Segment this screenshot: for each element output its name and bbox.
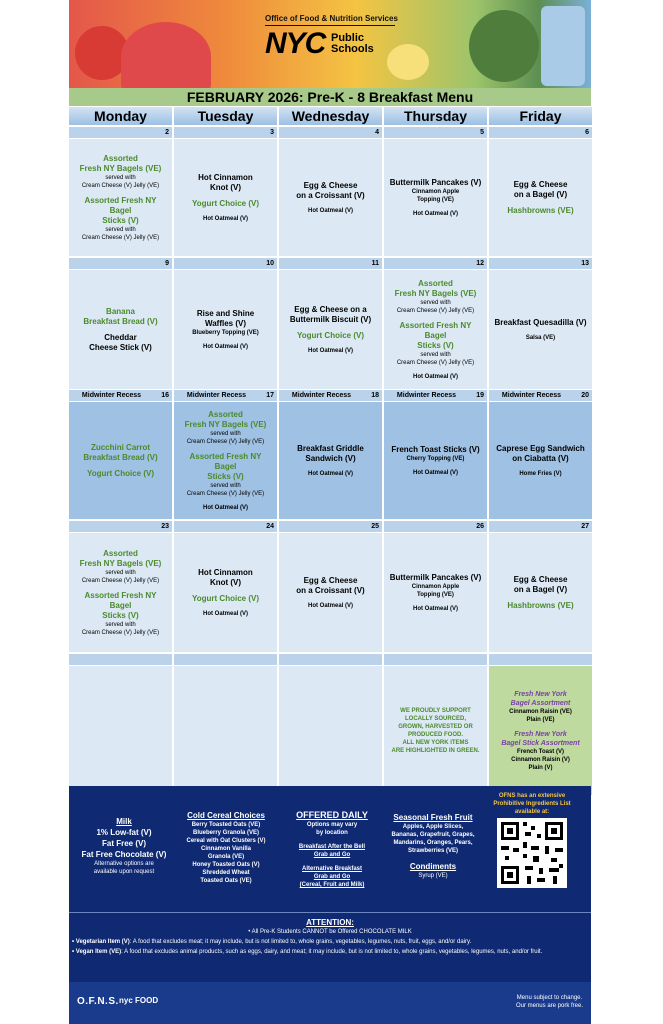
menu-item-line: Cream Cheese (V) Jelly (VE) [81,629,160,636]
milk-carton-image [541,6,585,86]
date-number: 19 [476,392,484,399]
menu-item-line: French Toast (V) [517,748,564,755]
menu-item-line: Cherry Topping (VE) [406,455,465,462]
cereal-item: Blueberry Granola (VE) [192,830,260,836]
menu-item-line: Cream Cheese (V) Jelly (VE) [396,359,475,366]
menu-item-line: Hashbrowns (VE) [507,600,574,610]
menu-item-line: served with [420,299,451,306]
day-header: Thursday [384,107,487,125]
menu-item-line: Fresh NY Bagels (VE) [184,419,267,429]
cereal-item: Granola (VE) [207,854,245,860]
menu-cell [69,533,172,652]
menu-item-line: Egg & Cheese [303,575,358,585]
date-row [384,521,487,532]
menu-item-line: Bagel Stick Assortment [501,739,580,747]
condiments-item: Syrup (VE) [418,873,448,879]
menu-item-line: on a Bagel (V) [513,189,568,199]
menu-item-line: Salsa (VE) [525,334,556,341]
menu-item-line: Yogurt Choice (V) [192,198,259,208]
menu-item-line: Egg & Cheese [513,179,568,189]
menu-cell [174,533,277,652]
menu-item-line: Waffles (V) [204,318,247,328]
milk-item: 1% Low-fat (V) [96,828,152,837]
menu-item-line: Buttermilk Biscuit (V) [289,314,372,324]
menu-item-line: Egg & Cheese [513,574,568,584]
cereal-item: Cereal with Oat Clusters (V) [186,838,266,844]
date-number: 2 [165,129,169,136]
menu-item-line: Cream Cheese (V) Jelly (VE) [81,577,160,584]
menu-item-line: Banana [106,306,135,316]
menu-item-line: served with [105,226,136,233]
menu-cell [174,402,277,519]
date-row [384,258,487,269]
menu-cell [384,666,487,795]
date-number: 10 [266,260,274,267]
menu-item-line: on a Croissant (V) [296,585,365,595]
alternative-breakfast-sub: Grab and Go [313,874,351,880]
recess-label: Midwinter Recess [81,392,142,399]
menu-item-line: Cheddar [104,332,137,342]
milk-item: Fat Free (V) [101,839,146,848]
menu-cell [174,139,277,256]
menu-item-line: Plain (V) [528,764,553,771]
menu-item-line: Egg & Cheese [303,180,358,190]
menu-cell [384,533,487,652]
header-banner [69,0,591,88]
menu-item-line: Cream Cheese (V) Jelly (VE) [186,438,265,445]
menu-item-line: WE PROUDLY SUPPORT [400,707,471,714]
alternative-breakfast: Alternative Breakfast [301,866,363,872]
recess-label: Midwinter Recess [186,392,247,399]
bottom-bar [69,982,591,1024]
menu-cell [384,402,487,519]
date-row [384,390,487,401]
menu-cell [279,270,382,389]
menu-item-line: Breakfast Griddle [297,443,364,453]
date-row [174,654,277,665]
menu-item-line: Hot Oatmeal (V) [202,215,248,222]
menu-item-line: Assorted [208,409,243,419]
menu-item-line: Sticks (V) [207,471,244,481]
ofns-logo: O.F.N.S. [77,996,119,1007]
date-number: 18 [371,392,379,399]
menu-item-line: Fresh New York [514,690,567,698]
cereal-title: Cold Cereal Choices [187,811,265,820]
menu-item-line: Egg & Cheese on a [294,304,367,314]
public-schools-logo-text: Public Schools [331,32,374,55]
vegetarian-label: • Vegetarian Item (V) [72,939,130,945]
menu-item-line: PRODUCED FOOD. [407,731,463,738]
date-row [489,390,592,401]
menu-item-line: ALL NEW YORK ITEMS [402,739,469,746]
date-row [174,521,277,532]
date-row [384,654,487,665]
menu-item-line: Assorted [103,548,138,558]
menu-item-line: GROWN, HARVESTED OR [398,723,473,730]
menu-item-line: served with [420,351,451,358]
milk-note: available upon request [93,869,155,875]
menu-item-line: Hot Oatmeal (V) [412,605,458,612]
date-row [489,654,592,665]
fruit-column [385,812,481,880]
date-row [69,521,172,532]
vegan-label: • Vegan Item (VE) [72,949,122,955]
menu-cell [279,402,382,519]
menu-item-line: Hot Oatmeal (V) [412,373,458,380]
menu-item-line: Buttermilk Pancakes (V) [389,177,482,187]
menu-item-line: Hot Oatmeal (V) [307,207,353,214]
menu-item-line: Bagel Assortment [510,699,571,707]
menu-item-line: Buttermilk Pancakes (V) [389,572,482,582]
menu-item-line: Hot Oatmeal (V) [307,602,353,609]
recess-label: Midwinter Recess [501,392,562,399]
menu-item-line: Breakfast Bread (V) [83,316,158,326]
date-row [69,258,172,269]
menu-item-line: Knot (V) [209,577,242,587]
date-row [489,521,592,532]
date-row [279,258,382,269]
menu-item-line: Breakfast Quesadilla (V) [494,317,587,327]
menu-item-line: served with [105,174,136,181]
menu-item-line: Blueberry Topping (VE) [192,329,259,336]
condiments-title: Condiments [409,862,457,871]
date-row [69,390,172,401]
menu-item-line: Hot Cinnamon [198,172,253,182]
office-name: Office of Food & Nutrition Services [265,14,398,23]
vegan-text: : A food that excludes animal products, such as eggs, dairy, and meat; it may include, but is not limited to, whole grains, vegetables, legumes, nuts, and/or fruit. [121,949,543,955]
disclaimer-line: Our menus are pork free. [515,1003,583,1009]
menu-item-line: Cinnamon Raisin (VE) [509,708,572,715]
date-number: 16 [161,392,169,399]
menu-cell [69,666,172,795]
date-row [69,127,172,138]
menu-item-line: on a Bagel (V) [513,584,568,594]
menu-item-line: Topping (VE) [417,196,454,203]
menu-cell [384,270,487,389]
date-number: 27 [581,523,589,530]
menu-item-line: Cream Cheese (V) Jelly (VE) [81,234,160,241]
menu-item-line: Knot (V) [209,182,242,192]
menu-item-line: Hot Oatmeal (V) [307,347,353,354]
menu-cell [174,270,277,389]
office-rule [265,25,395,26]
day-header: Monday [69,107,172,125]
qr-code-icon[interactable] [497,818,567,888]
menu-cell [174,666,277,795]
menu-item-line: Hot Oatmeal (V) [412,210,458,217]
menu-item-line: Cream Cheese (V) Jelly (VE) [396,307,475,314]
menu-item-line: Sticks (V) [102,215,139,225]
date-number: 17 [266,392,274,399]
menu-cell [489,402,592,519]
date-row [279,390,382,401]
menu-disclaimer [516,994,583,1010]
qr-note-line: available at: [514,809,550,815]
nyc-logo: NYC [265,27,326,60]
menu-item-line: Caprese Egg Sandwich [496,443,585,453]
breakfast-after-bell: Breakfast After the Bell [298,844,366,850]
menu-item-line: Assorted Fresh NY Bagel [84,590,157,610]
menu-item-line: Cinnamon Apple [411,583,460,590]
attention-title: ATTENTION: [306,918,354,927]
cereal-column [175,810,277,885]
menu-item-line: Assorted [418,278,453,288]
date-number: 12 [476,260,484,267]
date-row [174,390,277,401]
menu-cell [489,270,592,389]
menu-item-line: Topping (VE) [417,591,454,598]
menu-item-line: Assorted [103,153,138,163]
date-row [279,654,382,665]
cereal-item: Toasted Oats (VE) [200,878,252,884]
attention-panel [69,912,591,982]
menu-item-line: Breakfast Bread (V) [83,452,158,462]
cereal-item: Berry Toasted Oats (VE) [191,822,261,828]
date-row [69,654,172,665]
menu-item-line: Sandwich (V) [305,453,356,463]
menu-item-line: Fresh NY Bagels (VE) [79,163,162,173]
date-row [174,258,277,269]
date-number: 6 [585,129,589,136]
vegetarian-definition [69,937,591,947]
fruit-item: Apples, Apple Slices, [402,824,464,830]
date-number: 3 [270,129,274,136]
vegetarian-text: : A food that excludes meat; it may include, but is not limited to, whole grains, vegetables, legumes, nuts, fruit, eggs, and/or dairy. [129,939,472,945]
menu-item-line: Fresh NY Bagels (VE) [394,288,477,298]
milk-note: Alternative options are [94,861,154,867]
day-header: Tuesday [174,107,277,125]
menu-item-line: Assorted Fresh NY Bagel [84,195,157,215]
menu-item-line: Cream Cheese (V) Jelly (VE) [186,490,265,497]
menu-item-line: served with [105,621,136,628]
menu-item-line: on a Croissant (V) [296,190,365,200]
menu-cell [489,533,592,652]
milk-item: Fat Free Chocolate (V) [81,850,167,859]
qr-note-line: Prohibitive Ingredients List [493,801,571,807]
attention-line: • All Pre-K Students CANNOT be Offered CHOCOLATE MILK [248,929,412,935]
menu-item-line: LOCALLY SOURCED, [404,715,466,722]
menu-item-line: served with [210,430,241,437]
date-row [489,127,592,138]
footer-panel [69,786,591,912]
menu-cell [69,270,172,389]
date-number: 24 [266,523,274,530]
menu-item-line: Home Fries (V) [519,470,562,477]
menu-item-line: Hot Oatmeal (V) [202,504,248,511]
recess-label: Midwinter Recess [291,392,352,399]
page-title: FEBRUARY 2026: Pre-K - 8 Breakfast Menu [69,88,591,106]
menu-item-line: Rise and Shine [196,308,255,318]
menu-item-line: Fresh NY Bagels (VE) [79,558,162,568]
menu-item-line: Sticks (V) [417,340,454,350]
offered-daily-column [281,810,383,889]
menu-item-line: Sticks (V) [102,610,139,620]
offered-daily-note: by location [316,830,348,836]
date-number: 9 [165,260,169,267]
menu-item-line: Hot Cinnamon [198,567,253,577]
date-row [489,258,592,269]
date-number: 26 [476,523,484,530]
menu-item-line: Cheese Stick (V) [89,342,152,352]
menu-item-line: Hot Oatmeal (V) [307,470,353,477]
cereal-item: Cinnamon Vanilla [200,846,251,852]
menu-item-line: Hot Oatmeal (V) [412,469,458,476]
milk-column [75,816,173,876]
menu-item-line: Fresh New York [514,730,567,738]
fruit-item: Bananas, Grapefruit, Grapes, [391,832,475,838]
menu-item-line: French Toast Sticks (V) [391,444,480,454]
menu-cell [279,533,382,652]
menu-item-line: Assorted Fresh NY Bagel [189,451,262,471]
menu-item-line: served with [105,569,136,576]
menu-item-line: Cream Cheese (V) Jelly (VE) [81,182,160,189]
offered-daily-note: Options may vary [306,822,358,828]
offered-daily-title: OFFERED DAILY [296,810,368,820]
day-header: Friday [489,107,592,125]
date-number: 25 [371,523,379,530]
date-number: 5 [480,129,484,136]
date-number: 13 [581,260,589,267]
recess-label: Midwinter Recess [396,392,457,399]
menu-item-line: Hashbrowns (VE) [507,205,574,215]
menu-item-line: on Ciabatta (V) [512,453,569,463]
menu-item-line: Cinnamon Raisin (V) [511,756,570,763]
menu-item-line: Cinnamon Apple [411,188,460,195]
date-row [174,127,277,138]
menu-cell [279,666,382,795]
menu-cell [69,402,172,519]
vegan-definition [69,947,591,957]
menu-cell [279,139,382,256]
menu-item-line: Assorted Fresh NY Bagel [399,320,472,340]
egg-image [387,44,429,80]
date-number: 20 [581,392,589,399]
menu-item-line: Zucchini Carrot [90,442,151,452]
menu-cell [489,139,592,256]
milk-title: Milk [116,817,132,826]
watermelon-image [121,22,211,88]
fruit-item: Mandarins, Oranges, Pears, [393,840,473,846]
day-header: Wednesday [279,107,382,125]
qr-note-line: OFNS has an extensive [498,793,566,799]
menu-item-line: Yogurt Choice (V) [297,330,364,340]
fruit-title: Seasonal Fresh Fruit [393,813,473,822]
menu-item-line: Plain (VE) [526,716,555,723]
menu-cell [384,139,487,256]
breakfast-after-bell-sub: Grab and Go [313,852,351,858]
alternative-breakfast-detail: (Cereal, Fruit and Milk) [299,882,365,888]
broccoli-image [469,10,539,82]
fruit-item: Strawberries (VE) [407,848,459,854]
cereal-item: Shredded Wheat [202,870,250,876]
menu-cell [69,139,172,256]
date-row [279,521,382,532]
menu-cell [489,666,592,795]
nyc-food-logo: nyc FOOD [119,996,159,1005]
date-number: 4 [375,129,379,136]
menu-item-line: Yogurt Choice (V) [192,593,259,603]
menu-item-line: Hot Oatmeal (V) [202,343,248,350]
menu-item-line: Hot Oatmeal (V) [202,610,248,617]
disclaimer-line: Menu subject to change. [516,995,583,1001]
qr-note [481,792,583,816]
menu-item-line: served with [210,482,241,489]
date-row [384,127,487,138]
date-number: 11 [371,260,379,267]
cereal-item: Honey Toasted Oats (V) [192,862,260,868]
date-number: 23 [161,523,169,530]
date-row [279,127,382,138]
menu-item-line: Yogurt Choice (V) [87,468,154,478]
menu-item-line: ARE HIGHLIGHTED IN GREEN. [391,747,480,754]
